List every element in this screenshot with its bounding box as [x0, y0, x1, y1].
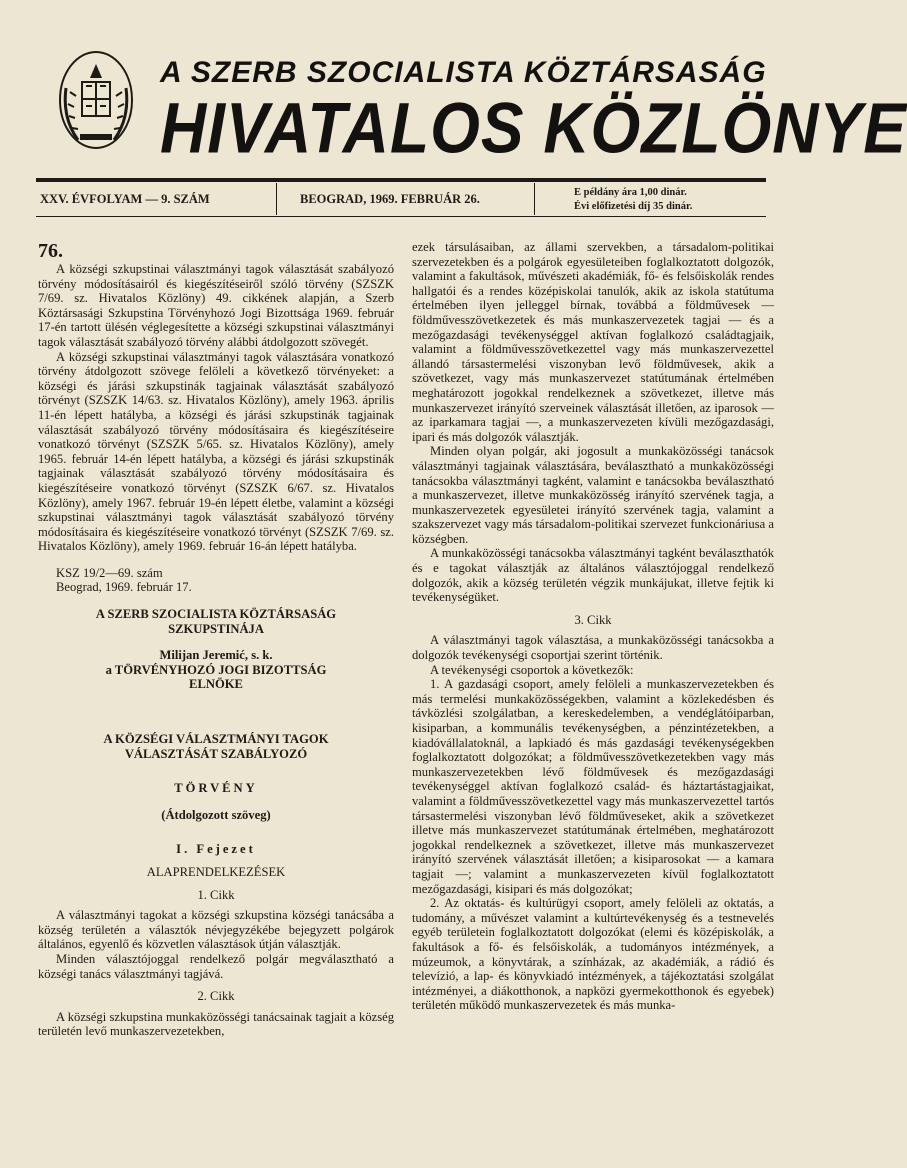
reference-date: Beograd, 1969. február 17. — [56, 580, 192, 595]
issue-divider — [276, 183, 277, 215]
masthead-rule — [36, 178, 766, 182]
paragraph: ezek társulásaiban, az állami szervekben, a társadalom-politikai szervezetekben és a polgárok egyesületeiben foglalkoztatott dolgozók, valamint a fakultások, művészeti akadémiák, fő- és felsőiskolák rendes hallgatói és a rendes középiskolai tanulók, akik az iskola statútuma értelmében ilyen jelleggel bírnak, továbbá a földművesek — földművesszövetkezetek és más munkaszervezetek tagjai — és a mezőgazdasági tevékenységgel aktívan foglalkozó családtagjaik, valamint a földművesszövetkezettel vagy más munkaszervezettel állandó társastermelési viszonyban levő földművesek, akik a szövetkezet, vagy más munkaszervezet statútumának értelmében meghatározott jogokkal rendelkeznek a szövetkezet, illetve más munkaszervezet irányító szerveinek választását illetően, az iparosok — az iparkamara tagjai —, a munkaszervezeten kívüli mezőgazdasági, ipari és más dolgozók választják. — [412, 240, 774, 444]
issue-price — [574, 186, 692, 214]
masthead-title: HIVATALOS KÖZLÖNYE — [160, 87, 907, 169]
issue-divider — [534, 183, 535, 215]
paragraph: A tevékenységi csoportok a következők: — [430, 662, 634, 677]
coat-of-arms-icon — [56, 48, 136, 152]
paragraph: A választmányi tagok választása, a munkaközösségi tanácsokba a dolgozók tevékenységi csoportjai szerint történik. — [412, 633, 774, 663]
paragraph: A községi szkupstinai választmányi tagok választását szabályozó törvény módosításairól és kiegészítéseiről szóló törvény (SZSZK 7/69. sz. Hivatalos Közlöny) 49. cikkének alapján, a Szerb Köztársasági Szkupstina Törvényhozó Jogi Bizottsága 1969. február 17-én tartott ülésén véglegesítette a községi szkupstinai választmányi tagok választását szabályozó törvény alábbi átdolgozott szövegét. — [38, 262, 394, 349]
paragraph: 1. A gazdasági csoport, amely felöleli a munkaszervezetekben és más termelési munkaközösségekben, valamint a közlekedésben és távközlési szolgálatban, a kereskedelemben, a vendéglátóiparban, kisiparban, a kommunális tevékenységben, a pénzintézetekben, a kiadóvállalatoknál, a lapkiadó és más gazdasági tevékenységekben foglalkoztatott dolgozókat; a földművesszövetkezetekben vagy más munkaszervezetekben lévő földművesek és mezőgazdasági tevékenységgel aktívan foglalkozó család- és háztartástagjaikat, valamint a földművesszövetkezettel vagy más munkaszervezettel tartós társastermelési viszonyban lévő földműveseket, akik a szövetkezet illetve más munkaszervezet statútumának értelmében, meghatározott jogokkal rendelkeznek a szövetkezet, illetve más munkaszervezet irányító szervének választását illetően; a kisiparosokat — a kamara tagjait —; valamint a munkaszervezeten kívül foglalkoztatott mezőgazdasági, kisipari és más dolgozókat; — [412, 677, 774, 896]
paragraph: A választmányi tagokat a községi szkupstina községi tanácsába a község területén a választók névjegyzékébe bejegyzett polgárok általános, egyenlő és közvetlen választások útján választják. — [38, 908, 394, 952]
article-heading: 3. Cikk — [574, 612, 612, 627]
paragraph: 2. Az oktatás- és kultúrügyi csoport, amely felöleli az oktatás, a tudomány, a művészet valamint a kultúrtevékenység és a testnevelés egyéb területein foglalkoztatott dolgozókat (elemi és középiskolák, a fakultások a fő- és felsőiskolák, a tudományos intézmények, a múzeumok, a könyvtárak, a színházak, az akadémiák, a rádió és televízió, a lap- és könyvkiadó intézmények, a tájékoztatási szolgálat intézményei, a diákotthonok, a napközi gyermekotthonok és egyebek) területén működő munkaszervezetek és más munka- — [412, 896, 774, 1013]
right-column — [412, 240, 774, 1013]
law-title: VÁLASZTÁSÁT SZABÁLYOZÓ — [124, 746, 308, 761]
reference-number: KSZ 19/2—69. szám — [56, 565, 163, 580]
issue-volume: XXV. ÉVFOLYAM — 9. SZÁM — [40, 192, 210, 206]
signer-role: a TÖRVÉNYHOZÓ JOGI BIZOTTSÁG — [105, 662, 327, 677]
paragraph: Minden választójoggal rendelkező polgár megválasztható a községi tanács választmányi tagjává. — [38, 951, 394, 981]
article-heading: 1. Cikk — [197, 887, 235, 902]
chapter-heading: I. Fejezet — [176, 842, 256, 857]
article-heading: 2. Cikk — [197, 989, 235, 1004]
chapter-title: ALAPRENDELKEZÉSEK — [146, 865, 286, 879]
law-note: (Átdolgozott szöveg) — [161, 807, 271, 822]
masthead-subtitle: A SZERB SZOCIALISTA KÖZTÁRSASÁG — [160, 56, 767, 89]
paragraph: Minden olyan polgár, aki jogosult a munkaközösségi tanácsok választmányi tagjainak választására, beválasztható a munkaközösségi tanácsokba választmányi tagként, valamint e tanácsokba beválasztható a munkaszervezet, illetve munkaközösség irányító szervének tagja, a munkaszervezetek egyesületei irányító szervének tagja, valamint a szakszervezet vagy más társadalom-politikai szervezet funkcionáriusa a községben. — [412, 444, 774, 546]
issue-date: BEOGRAD, 1969. FEBRUÁR 26. — [300, 192, 480, 206]
act-number: 76. — [38, 240, 63, 262]
paragraph: A munkaközösségi tanácsokba választmányi tagként beválaszthatók és e tagokat választják az általános választójoggal rendelkező dolgozók, akik a község területén végzik munkájukat, illetve fejtik ki tevékenységüket. — [412, 546, 774, 605]
assembly-name: A SZERB SZOCIALISTA KÖZTÁRSASÁG — [95, 607, 337, 622]
assembly-name: SZKUPSTINÁJA — [168, 621, 264, 636]
signer-name: Milijan Jeremić, s. k. — [159, 648, 273, 663]
paragraph: A községi szkupstina munkaközösségi tanácsainak tagjait a község területén levő munkaszervezetekben, — [38, 1009, 394, 1039]
price-line: E példány ára 1,00 dinár. — [574, 187, 687, 198]
left-column — [38, 240, 394, 1039]
law-heading: TÖRVÉNY — [174, 781, 258, 796]
signer-role: ELNÖKE — [189, 677, 243, 692]
issue-rule — [36, 216, 766, 217]
paragraph: A községi szkupstinai választmányi tagok választására vonatkozó törvény átdolgozott szövege felöleli a következő törvényeket: a községi és járási szkupstinák tagjainak választását szabályozó törvényt (SZSZK 14/63. sz. Hivatalos Közlöny), amely 1963. április 11-én lépett hatályba, a községi és járási szkupstinák tagjainak választását szabályozó törvény módosításaira és kiegészítéseire vonatkozó törvényt (SZSZK 5/65. sz. Hivatalos Közlöny), amely 1965. február 14-én lépett hatályba, a községi és járási szkupstinák tagjainak választását szabályozó törvény módosításaira és kiegészítéseire vonatkozó törvényt (SZSZK 6/67. sz. Hivatalos Közlöny), amely 1967. február 19-én lépett életbe, valamint a községi szkupstinai választmányi tagok választását szabályozó törvény módosításaira és kiegészítéseire vonatkozó törvényt (SZSZK 7/69. sz. Hivatalos Közlöny), amely 1969. február 16-án lépett hatályba. — [38, 349, 394, 554]
law-title: A KÖZSÉGI VÁLASZTMÁNYI TAGOK — [103, 732, 329, 747]
subscription-line: Évi előfizetési díj 35 dinár. — [574, 201, 693, 212]
